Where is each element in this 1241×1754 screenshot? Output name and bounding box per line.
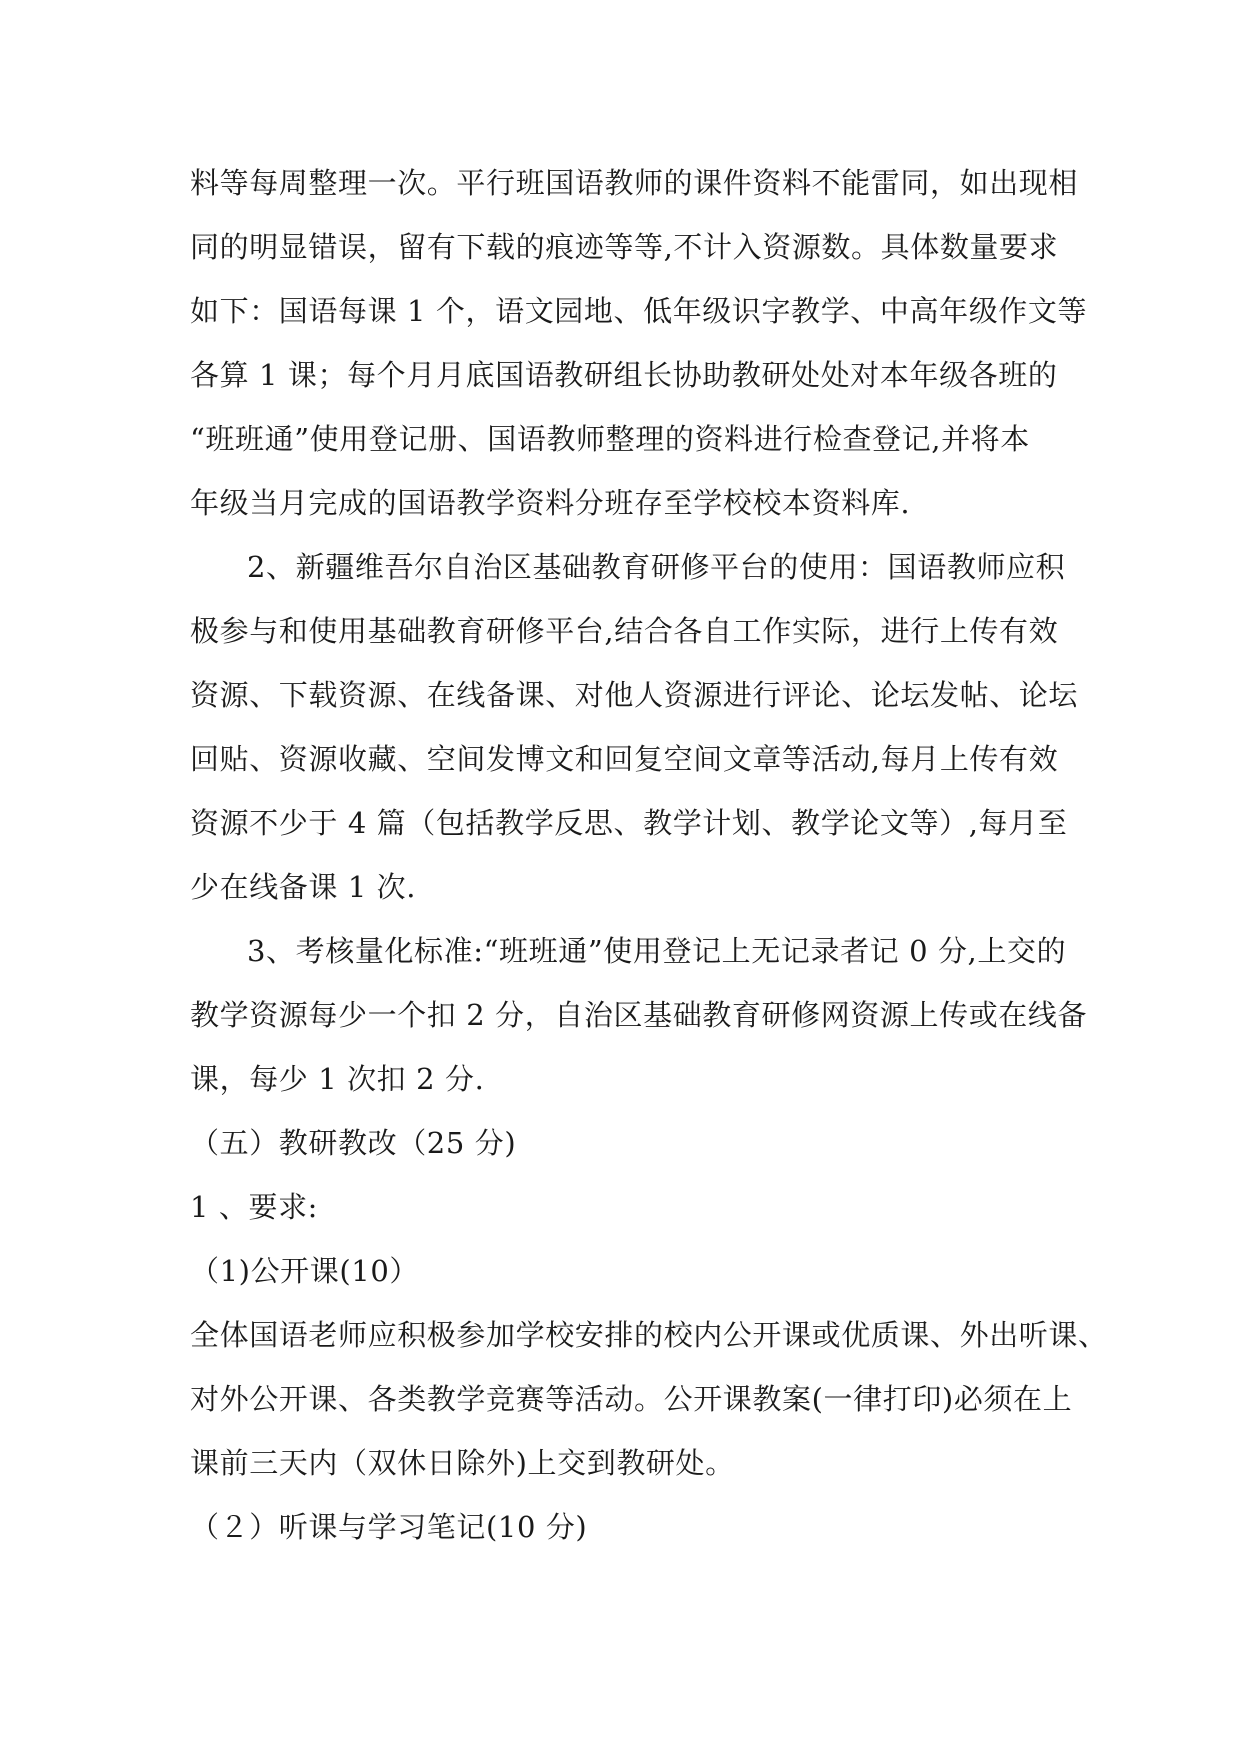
item-heading: （２）听课与学习笔记(10 分)	[190, 1510, 588, 1544]
paragraph-line: 同的明显错误，留有下载的痕迹等等,不计入资源数。具体数量要求	[190, 230, 1059, 264]
paragraph-line: “班班通”使用登记册、国语教师整理的资料进行检查登记,并将本	[190, 422, 1030, 456]
paragraph-line: 各算 1 课；每个月月底国语教研组长协助教研处处对本年级各班的	[190, 358, 1058, 392]
item-heading: （1)公开课(10）	[190, 1254, 419, 1288]
paragraph-line: 对外公开课、各类教学竞赛等活动。公开课教案(一律打印)必须在上	[190, 1382, 1073, 1416]
paragraph-line: 课，每少 1 次扣 2 分.	[190, 1062, 485, 1096]
paragraph-line: 课前三天内（双休日除外)上交到教研处。	[190, 1446, 735, 1480]
paragraph-line: 2、新疆维吾尔自治区基础教育研修平台的使用：国语教师应积	[247, 550, 1066, 584]
section-heading: （五）教研教改（25 分)	[190, 1126, 517, 1160]
paragraph-line: 极参与和使用基础教育研修平台,结合各自工作实际，进行上传有效	[190, 614, 1059, 648]
paragraph-line: 资源不少于 4 篇（包括教学反思、教学计划、教学论文等）,每月至	[190, 806, 1068, 840]
paragraph-line: 少在线备课 1 次.	[190, 870, 417, 904]
paragraph-line: 料等每周整理一次。平行班国语教师的课件资料不能雷同，如出现相	[190, 166, 1079, 200]
paragraph-line: 教学资源每少一个扣 2 分，自治区基础教育研修网资源上传或在线备	[190, 998, 1088, 1032]
paragraph-line: 如下：国语每课 1 个，语文园地、低年级识字教学、中高年级作文等	[190, 294, 1088, 328]
paragraph-line: 全体国语老师应积极参加学校安排的校内公开课或优质课、外出听课、	[190, 1318, 1108, 1352]
paragraph-line: 3、考核量化标准:“班班通”使用登记上无记录者记 0 分,上交的	[247, 934, 1067, 968]
subsection-heading: 1 、要求:	[190, 1190, 319, 1224]
paragraph-line: 年级当月完成的国语教学资料分班存至学校校本资料库.	[190, 486, 911, 520]
paragraph-line: 资源、下载资源、在线备课、对他人资源进行评论、论坛发帖、论坛	[190, 678, 1079, 712]
paragraph-line: 回贴、资源收藏、空间发博文和回复空间文章等活动,每月上传有效	[190, 742, 1059, 776]
